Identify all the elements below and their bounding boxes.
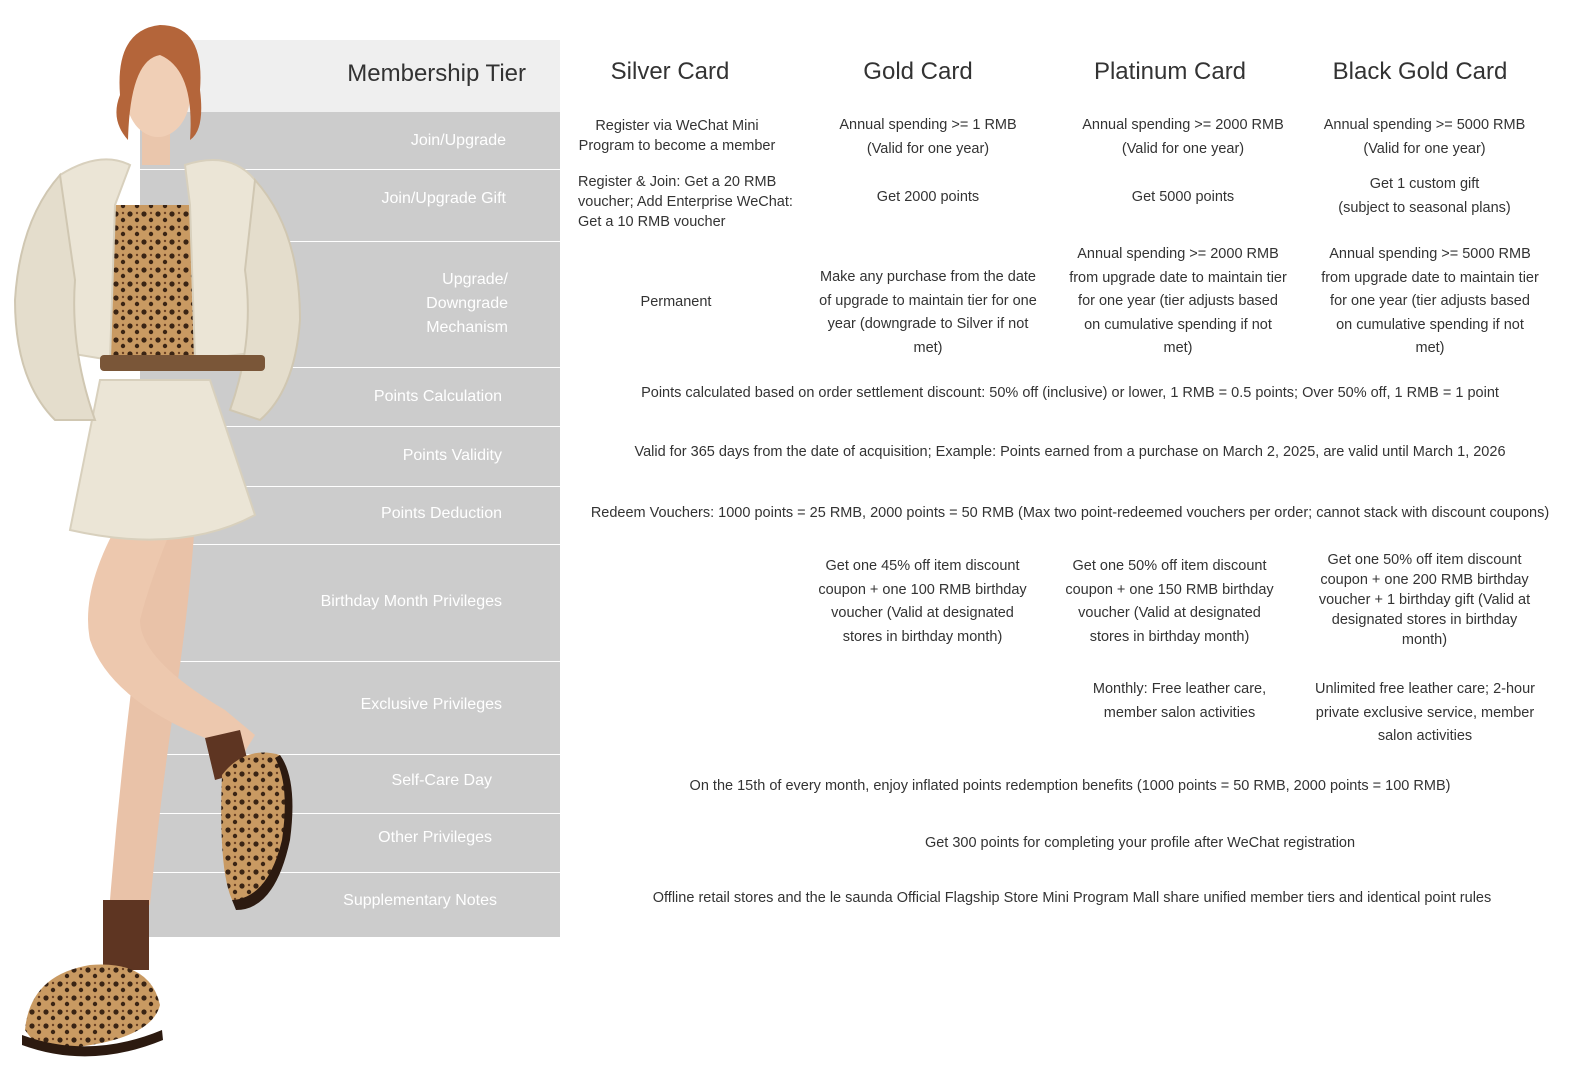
cell-mechanism-black-gold: Annual spending >= 5000 RMB from upgrade date to maintain tier for one year (tier adjusts based on cumulative spending if not met) <box>1321 246 1539 356</box>
cell-mechanism-gold: Make any purchase from the date of upgrade to maintain tier for one year (downgrade to Silver if not met) <box>819 269 1037 356</box>
model-belt <box>100 355 265 371</box>
row-label-text: Self-Care Day <box>391 772 492 789</box>
cell-join-silver: Register via WeChat Mini Program to become a member <box>578 118 776 154</box>
row-label-text: Points Validity <box>402 447 502 464</box>
cell-join-gold <box>818 114 1038 161</box>
membership-tier-header: Membership Tier <box>347 60 526 87</box>
model-sock <box>103 900 149 970</box>
row-label-text: Upgrade/ <box>442 271 508 288</box>
model-photo <box>0 0 320 1085</box>
cell-exclusive-platinum: Monthly: Free leather care, member salon activities <box>1092 681 1267 721</box>
cell-self-care-day: On the 15th of every month, enjoy inflated points redemption benefits (1000 points = 50 RMB, 2000 points = 100 RMB) <box>689 778 1451 794</box>
cell-line: Annual spending >= 1 RMB <box>839 117 1017 133</box>
cell-birthday-black-gold: Get one 50% off item discount coupon + one 200 RMB birthday voucher + 1 birthday gift (Valid at designated stores in birthday month) <box>1318 552 1531 648</box>
cell-exclusive-black-gold: Unlimited free leather care; 2-hour private exclusive service, member salon activities <box>1314 681 1536 744</box>
cell-gift-black-gold <box>1312 173 1537 220</box>
cell-line: (subject to seasonal plans) <box>1338 199 1511 216</box>
model-skirt <box>70 380 255 540</box>
cell-points-validity: Valid for 365 days from the date of acquisition; Example: Points earned from a purchase on March 2, 2025, are valid until March 1, 2026 <box>634 444 1506 460</box>
cell-gift-gold: Get 2000 points <box>876 189 980 205</box>
model-shoe <box>25 965 160 1051</box>
row-label-text: Birthday Month Privileges <box>320 593 502 610</box>
row-label-text: Other Privileges <box>378 829 492 846</box>
cell-gift-platinum: Get 5000 points <box>1131 189 1235 205</box>
cell-points-calculation: Points calculated based on order settlement discount: 50% off (inclusive) or lower, 1 RMB = 0.5 points; Over 50% off, 1 RMB = 1 point <box>641 385 1499 401</box>
row-label-text: Join/Upgrade <box>410 132 506 149</box>
row-label-text: Exclusive Privileges <box>360 696 502 713</box>
row-label-text: Points Deduction <box>381 505 502 522</box>
cell-line: (Valid for one year) <box>866 140 990 157</box>
row-label-text: Supplementary Notes <box>343 892 497 909</box>
row-label-text: Points Calculation <box>373 388 502 405</box>
cell-points-deduction: Redeem Vouchers: 1000 points = 25 RMB, 2000 points = 50 RMB (Max two point-redeemed vouchers per order; cannot stack with discount coupons) <box>590 505 1550 521</box>
cell-birthday-platinum: Get one 50% off item discount coupon + one 150 RMB birthday voucher (Valid at designated stores in birthday month) <box>1065 558 1274 645</box>
cell-line: Annual spending >= 5000 RMB <box>1323 117 1526 133</box>
cell-mechanism-platinum: Annual spending >= 2000 RMB from upgrade date to maintain tier for one year (tier adjusts based on cumulative spending if not met) <box>1069 246 1287 356</box>
cell-join-black-gold <box>1312 114 1537 161</box>
column-header-gold: Gold Card <box>863 58 973 85</box>
column-header-silver: Silver Card <box>610 58 730 85</box>
model-top <box>110 205 195 360</box>
cell-line: Get 1 custom gift <box>1369 176 1480 192</box>
row-label-text: Mechanism <box>426 319 508 336</box>
cell-other-privileges: Get 300 points for completing your profile after WeChat registration <box>924 835 1356 851</box>
model-shoe <box>221 753 289 906</box>
cell-line: Annual spending >= 2000 RMB <box>1082 117 1284 133</box>
row-label-text: Join/Upgrade Gift <box>381 190 506 207</box>
cell-supplementary-notes: Offline retail stores and the le saunda Official Flagship Store Mini Program Mall share unified member tiers and identical point rules <box>652 890 1492 906</box>
column-header-platinum: Platinum Card <box>1093 58 1247 85</box>
cell-line: (Valid for one year) <box>1121 140 1245 157</box>
column-header-black-gold: Black Gold Card <box>1332 58 1508 85</box>
row-label-text: Downgrade <box>426 295 508 312</box>
cell-birthday-gold: Get one 45% off item discount coupon + one 100 RMB birthday voucher (Valid at designated stores in birthday month) <box>818 558 1027 645</box>
cell-mechanism-silver: Permanent <box>640 294 712 310</box>
cell-line: (Valid for one year) <box>1363 140 1486 157</box>
cell-gift-silver: Register & Join: Get a 20 RMB voucher; Add Enterprise WeChat: Get a 10 RMB voucher <box>578 174 793 230</box>
cell-join-platinum <box>1073 114 1293 161</box>
